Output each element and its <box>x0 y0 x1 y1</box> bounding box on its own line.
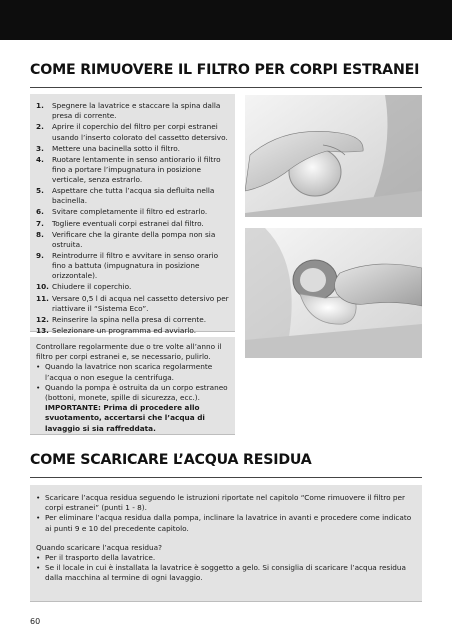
step-text: Svitare completamente il filtro ed estrarlo. <box>52 207 208 217</box>
step-number: 7. <box>36 218 44 228</box>
step-number: 3. <box>36 143 44 153</box>
residual-when-bullet: • Se il locale in cui è installata la lavatrice è soggetto a gelo. Si consiglia di scaricare l’acqua residua dalla macchina al termine di ogni lavaggio. <box>36 563 416 583</box>
step-item <box>36 326 231 336</box>
step-item <box>36 315 231 325</box>
step-item <box>36 282 231 292</box>
step-number: 11. <box>36 293 49 303</box>
step-item <box>36 230 231 250</box>
top-black-bar <box>0 0 452 40</box>
page-number: 60 <box>30 617 41 626</box>
step-item <box>36 251 231 282</box>
step-number: 4. <box>36 154 44 164</box>
step-item <box>36 186 231 206</box>
step-number: 13. <box>36 325 49 335</box>
steps-box <box>30 94 235 335</box>
residual-question: Quando scaricare l’acqua residua? <box>36 542 162 552</box>
residual-bullets-when <box>36 553 416 584</box>
step-number: 8. <box>36 229 44 239</box>
photo-opening-filter-cover <box>245 95 422 217</box>
step-number: 1. <box>36 101 44 110</box>
step-text: Aspettare che tutta l’acqua sia defluita nella bacinella. <box>52 186 215 206</box>
step-text: Chiudere il coperchio. <box>52 282 132 292</box>
step-text: Mettere una bacinella sotto il filtro. <box>52 143 180 153</box>
title-rule <box>30 87 422 88</box>
step-text: Ruotare lentamente in senso antiorario il filtro fino a portare l’impugnatura in posizione verticale, senza estrarlo. <box>52 154 221 185</box>
note-intro: Controllare regolarmente due o tre volte all’anno il filtro per corpi estranei e, se necessario, pulirlo. <box>36 342 222 362</box>
note-bullet: • Quando la lavatrice non scarica regolarmente l’acqua o non esegue la centrifuga. <box>36 362 231 382</box>
step-number: 2. <box>36 122 44 132</box>
step-item <box>36 219 231 229</box>
step-number: 12. <box>36 314 49 324</box>
step-number: 10. <box>36 282 49 292</box>
step-item <box>36 122 231 142</box>
note-box <box>30 337 235 435</box>
residual-when-bullet: • Per il trasporto della lavatrice. <box>36 553 416 563</box>
note-bullets <box>36 362 231 403</box>
step-text: Selezionare un programma ed avviarlo. <box>52 325 197 335</box>
step-item <box>36 144 231 154</box>
section-title-residual-water: COME SCARICARE L’ACQUA RESIDUA <box>30 452 312 468</box>
residual-bullet: • Scaricare l’acqua residua seguendo le istruzioni riportate nel capitolo “Come rimuovere il filtro per corpi estranei” (punti 1 - 8). <box>36 493 416 513</box>
step-number: 6. <box>36 207 44 217</box>
step-text: Reintrodurre il filtro e avvitare in senso orario fino a battuta (impugnatura in posizione orizzontale). <box>52 250 219 281</box>
step-number: 9. <box>36 250 44 260</box>
step-text: Spegnere la lavatrice e staccare la spina dalla presa di corrente. <box>52 101 221 121</box>
residual-bullet: • Per eliminare l’acqua residua dalla pompa, inclinare la lavatrice in avanti e procedere come indicato ai punti 9 e 10 del precedente capitolo. <box>36 513 416 533</box>
photo-draining-filter <box>245 228 422 358</box>
residual-water-box <box>30 485 422 602</box>
step-item <box>36 155 231 186</box>
steps-list <box>36 101 231 337</box>
step-text: Versare 0,5 l di acqua nel cassetto detersivo per riattivare il “Sistema Eco”. <box>52 293 229 313</box>
note-bullet: • Quando la pompa è ostruita da un corpo estraneo (bottoni, monete, spille di sicurezza, ecc.). <box>36 383 231 403</box>
step-item <box>36 207 231 217</box>
important-note: IMPORTANTE: Prima di procedere allo svuotamento, accertarsi che l’acqua di lavaggio si sia raffreddata. <box>45 403 205 433</box>
section-title-filter: COME RIMUOVERE IL FILTRO PER CORPI ESTRANEI <box>30 62 420 78</box>
title-rule-2 <box>30 477 422 478</box>
residual-bullets <box>36 493 416 534</box>
step-number: 5. <box>36 186 44 196</box>
step-text: Reinserire la spina nella presa di corrente. <box>52 314 207 324</box>
step-item <box>36 101 231 121</box>
step-text: Verificare che la girante della pompa non sia ostruita. <box>52 229 216 249</box>
step-item <box>36 294 231 314</box>
step-text: Togliere eventuali corpi estranei dal filtro. <box>52 218 204 228</box>
step-text: Aprire il coperchio del filtro per corpi estranei usando l’inserto colorato del cassetto detersivo. <box>52 122 228 142</box>
